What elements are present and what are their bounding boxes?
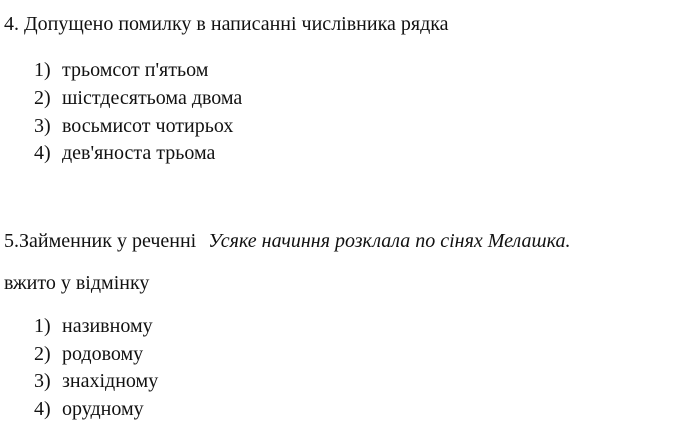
option-number: 1) [34,315,51,337]
question-5-sentence: Усяке начиння розклала по сінях Мелашка. [208,230,571,252]
question-4-option-3 [34,114,233,138]
question-4-option-4 [34,141,215,165]
option-text: трьомсот п'ятьом [62,59,209,81]
option-number: 2) [34,343,51,365]
question-5-option-2 [34,342,143,366]
option-number: 3) [34,370,51,392]
question-4-stem: 4. Допущено помилку в написанні числівника рядка [4,13,449,35]
question-5-option-1 [34,314,153,338]
question-5-stem-text: 5.Займенник у реченні [4,230,197,252]
option-text: родовому [62,343,144,365]
question-5-stem-continuation: вжито у відмінку [4,272,150,294]
question-5-option-4 [34,397,144,421]
option-text: восьмисот чотирьох [62,115,234,137]
question-5-stem [4,229,570,253]
option-text: дев'яноста трьома [62,142,216,164]
option-number: 1) [34,59,51,81]
option-number: 3) [34,115,51,137]
option-number: 4) [34,398,51,420]
option-text: називному [62,315,153,337]
question-4-option-1 [34,58,208,82]
option-text: орудному [62,398,144,420]
option-number: 2) [34,87,51,109]
question-4-option-2 [34,86,242,110]
option-text: шістдесятьома двома [62,87,243,109]
option-number: 4) [34,142,51,164]
option-text: знахідному [62,370,159,392]
question-5-option-3 [34,369,158,393]
